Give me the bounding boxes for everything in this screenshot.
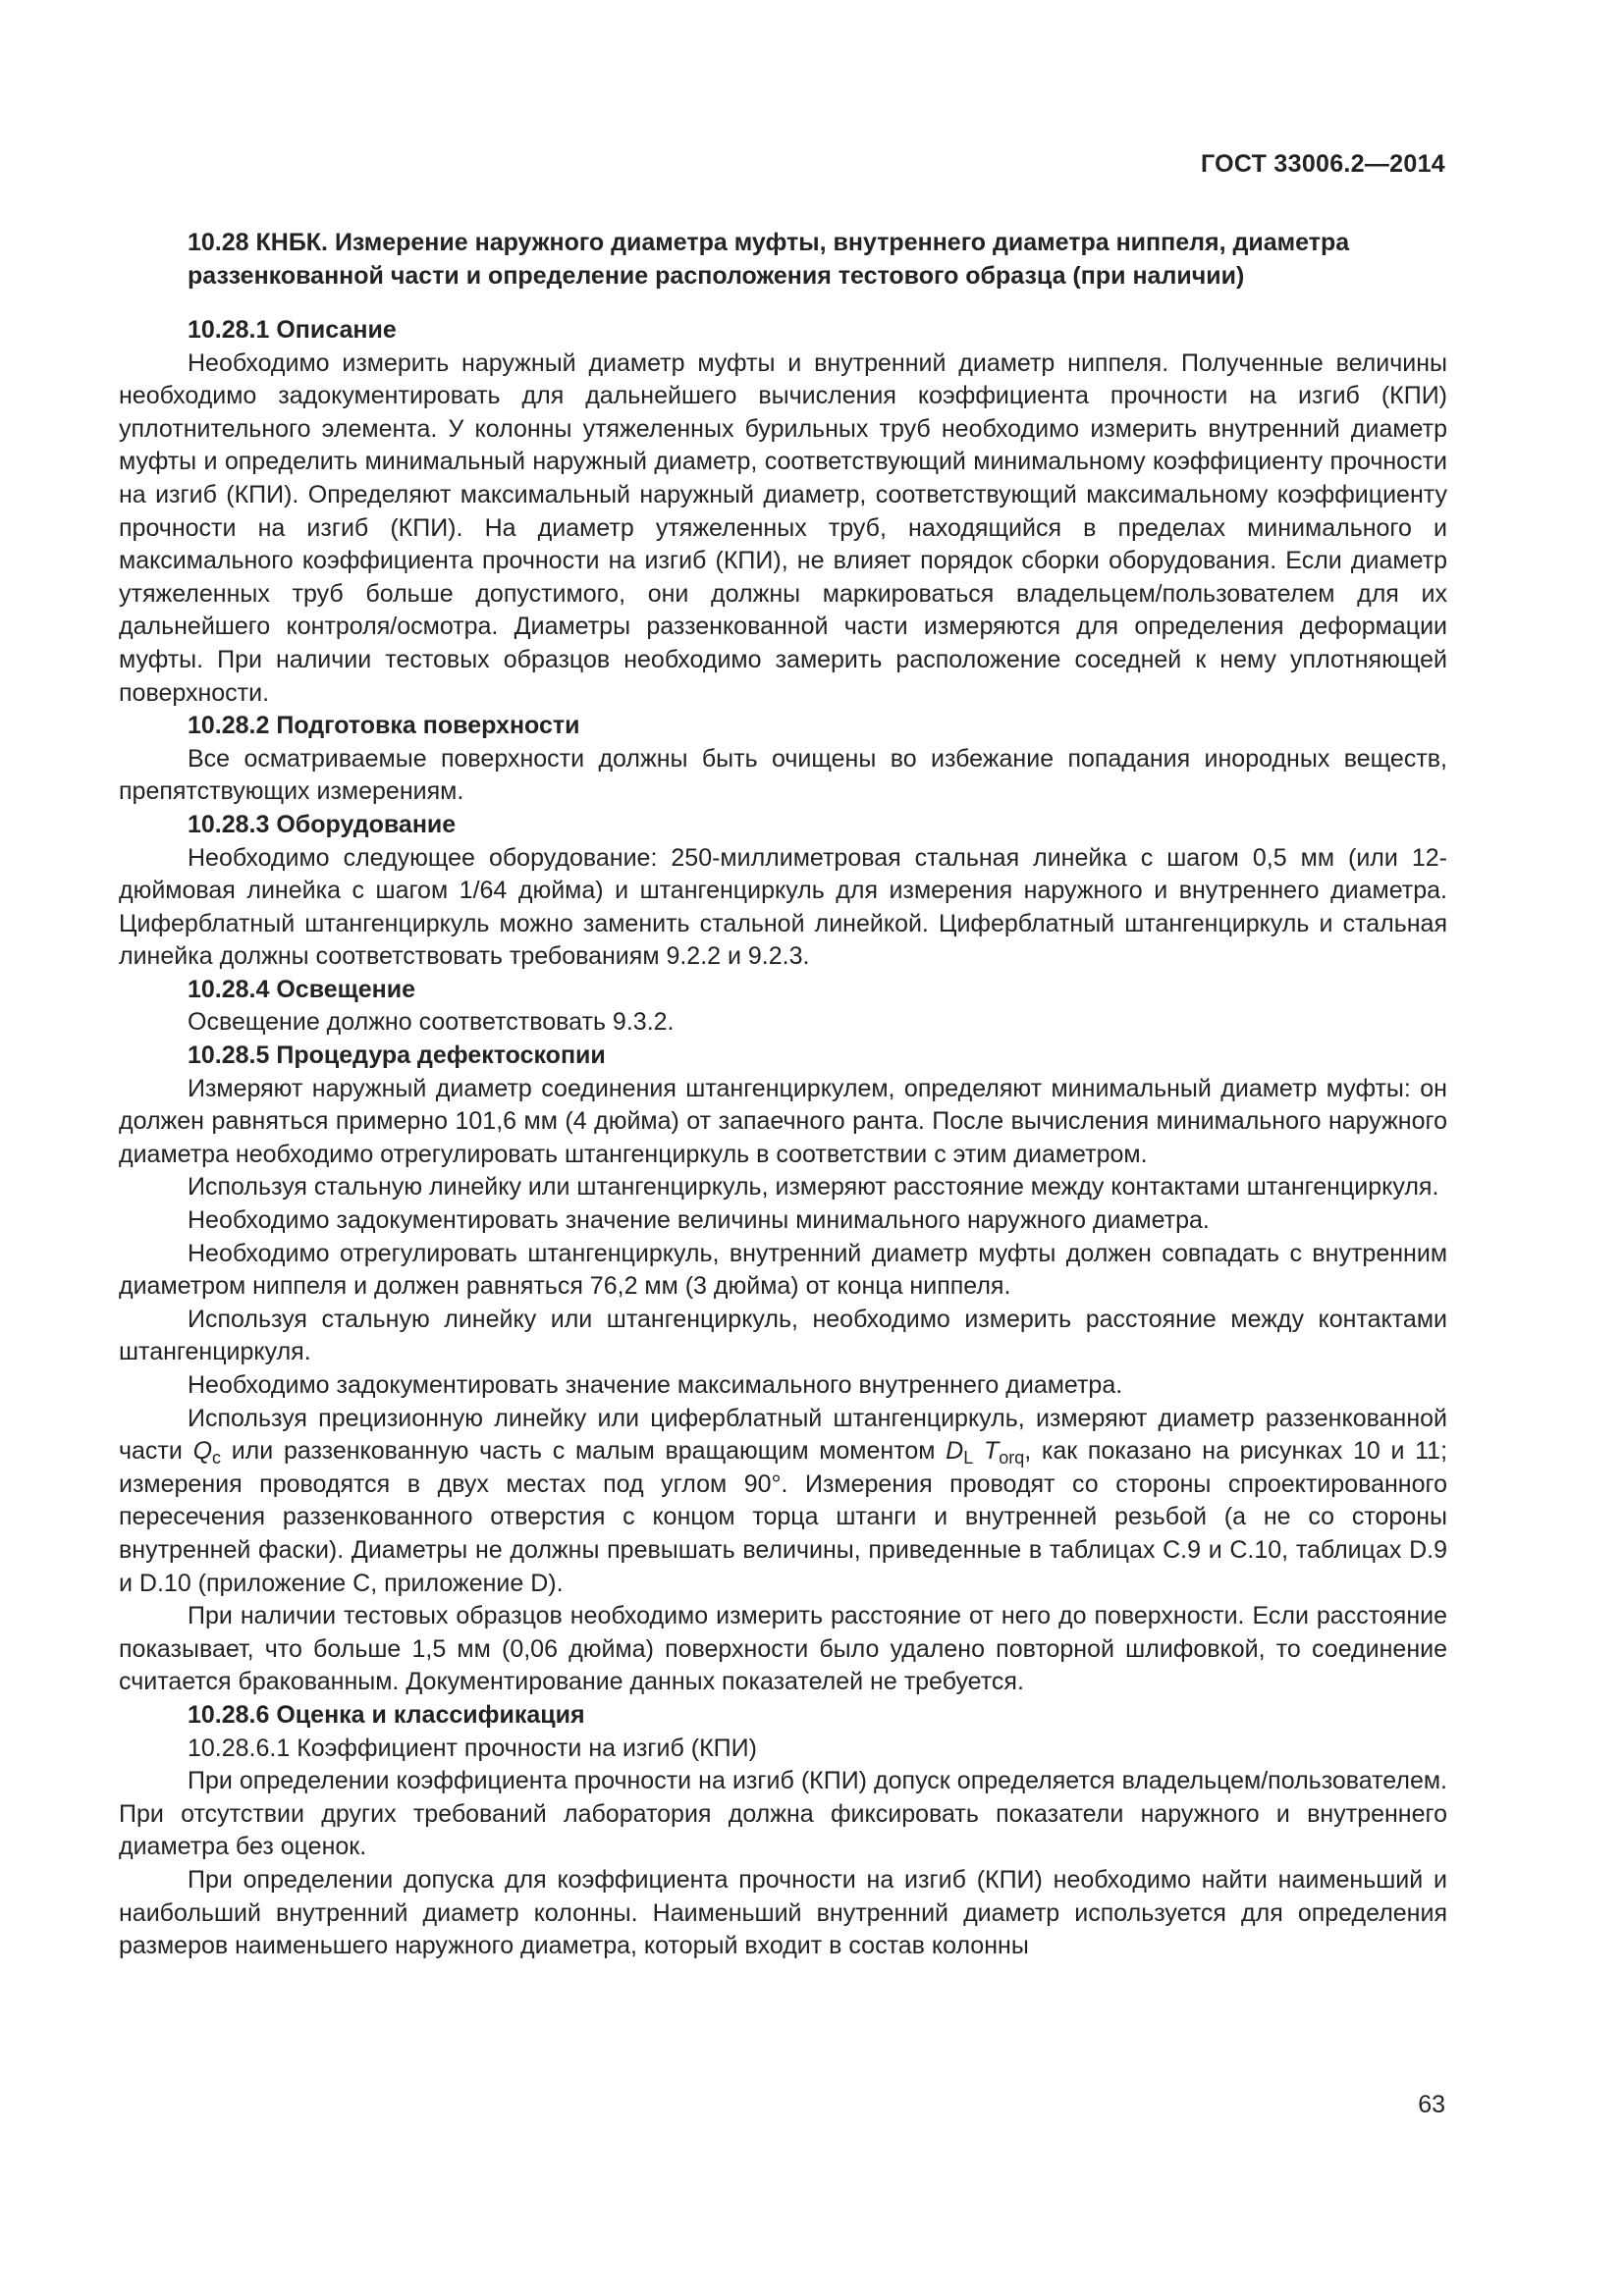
paragraph: Используя стальную линейку или штангенциркуль, необходимо измерить расстояние между контактами штангенциркуля. (119, 1305, 1447, 1366)
paragraph: Все осматриваемые поверхности должны быть очищены во избежание попадания инородных веществ, препятствующих измерениям. (119, 744, 1447, 806)
symbol-t: T (973, 1437, 1000, 1466)
paragraph-formula (119, 1403, 1447, 1601)
clause-title: 10.28.6.1 Коэффициент прочности на изгиб (КПИ) (188, 1734, 757, 1762)
page-number: 63 (1418, 2091, 1445, 2118)
paragraph: При наличии тестовых образцов необходимо измерить расстояние от него до поверхности. Если расстояние показывает, что больше 1,5 мм (0,06 дюйма) поверхности было удалено повторной шлифовкой, то соединение считается бракованным. Документирование данных показателей не требуется. (119, 1602, 1447, 1696)
subscript-l: L (963, 1448, 974, 1468)
text-run: или раззенкованную часть с малым вращающим моментом (221, 1437, 947, 1466)
subsection-title-lighting: 10.28.4 Освещение (188, 975, 416, 1003)
standard-header: ГОСТ 33006.2—2014 (1200, 150, 1445, 178)
subsection-title-procedure: 10.28.5 Процедура дефектоскопии (188, 1041, 606, 1070)
document-body (119, 226, 1447, 1963)
section-title: 10.28 КНБК. Измерение наружного диаметра муфты, внутреннего диаметра ниппеля, диаметра раззенкованной части и определение расположения тестового образца (при наличии) (188, 229, 1350, 290)
subsection-title-equipment: 10.28.3 Оборудование (188, 810, 457, 838)
paragraph: Необходимо отрегулировать штангенциркуль, внутренний диаметр муфты должен совпадать с внутренним диаметром ниппеля и должен равняться 76,2 мм (3 дюйма) от конца ниппеля. (119, 1239, 1447, 1301)
paragraph: Используя стальную линейку или штангенциркуль, измеряют расстояние между контактами штангенциркуля. (188, 1173, 1439, 1201)
paragraph: Необходимо задокументировать значение максимального внутреннего диаметра. (188, 1371, 1123, 1399)
subsection-title-description: 10.28.1 Описание (188, 316, 397, 344)
paragraph: Измеряют наружный диаметр соединения штангенциркулем, определяют минимальный диаметр муфты: он должен равняться примерно 101,6 мм (4 дюйма) от запаечного ранта. После вычисления минимального наружного диаметра необходимо отрегулировать штангенциркуль в соответствии с этим диаметром. (119, 1074, 1447, 1168)
paragraph: Необходимо следующее оборудование: 250-миллиметровая стальная линейка с шагом 0,5 мм (или 12-дюймовая линейка с шагом 1/64 дюйма) и штангенциркуль для измерения наружного и внутреннего диаметра. Циферблатный штангенциркуль можно заменить стальной линейкой. Циферблатный штангенциркуль и стальная линейка должны соответствовать требованиям 9.2.2 и 9.2.3. (119, 843, 1447, 971)
paragraph: Освещение должно соответствовать 9.3.2. (188, 1008, 675, 1037)
symbol-q: Q (192, 1437, 213, 1466)
symbol-d: D (946, 1437, 964, 1466)
subsection-title-evaluation: 10.28.6 Оценка и классификация (188, 1700, 585, 1729)
subscript-orq: orq (999, 1448, 1025, 1468)
paragraph: При определении коэффициента прочности на изгиб (КПИ) допуск определяется владельцем/пользователем. При отсутствии других требований лаборатория должна фиксировать показатели наружного и внутреннего диаметра без оценок. (119, 1767, 1447, 1861)
paragraph: Необходимо задокументировать значение величины минимального наружного диаметра. (188, 1206, 1210, 1235)
text-run: , как показано на рисунках 10 и 11; измерения проводятся в двух местах под углом 90°. Измерения проводят со стороны спроектированного пересечения раззенкованного отверстия с концом торца штанги и внутренней резьбой (а не со стороны внутренней фаски). Диаметры не должны превышать величины, приведенные в таблицах С.9 и С.10, таблицах D.9 и D.10 (приложение С, приложение D). (119, 1437, 1448, 1597)
subsection-title-surface-preparation: 10.28.2 Подготовка поверхности (188, 712, 580, 740)
paragraph: При определении допуска для коэффициента прочности на изгиб (КПИ) необходимо найти наименьший и наибольший внутренний диаметр колонны. Наименьший внутренний диаметр используется для определения размеров наименьшего наружного диаметра, который входит в состав колонны (119, 1865, 1447, 1960)
text-run: Используя прецизионную линейку или циферблатный штангенциркуль, измеряют диаметр раззенкованной части (119, 1404, 1447, 1466)
subscript-c: c (212, 1448, 222, 1468)
paragraph: Необходимо измерить наружный диаметр муфты и внутренний диаметр ниппеля. Полученные величины необходимо задокументировать для дальнейшего вычисления коэффициента прочности на изгиб (КПИ) уплотнительного элемента. У колонны утяжеленных бурильных труб необходимо измерить внутренний диаметр муфты и определить минимальный наружный диаметр, соответствующий минимальному коэффициенту прочности на изгиб (КПИ). Определяют максимальный наружный диаметр, соответствующий максимальному коэффициенту прочности на изгиб (КПИ). На диаметр утяжеленных труб, находящийся в пределах минимального и максимального коэффициента прочности на изгиб (КПИ), не влияет порядок сборки оборудования. Если диаметр утяжеленных труб больше допустимого, они должны маркироваться владельцем/пользователем для их дальнейшего контроля/осмотра. Диаметры раззенкованной части измеряются для определения деформации муфты. При наличии тестовых образцов необходимо замерить расположение соседней к нему уплотняющей поверхности. (119, 348, 1447, 707)
